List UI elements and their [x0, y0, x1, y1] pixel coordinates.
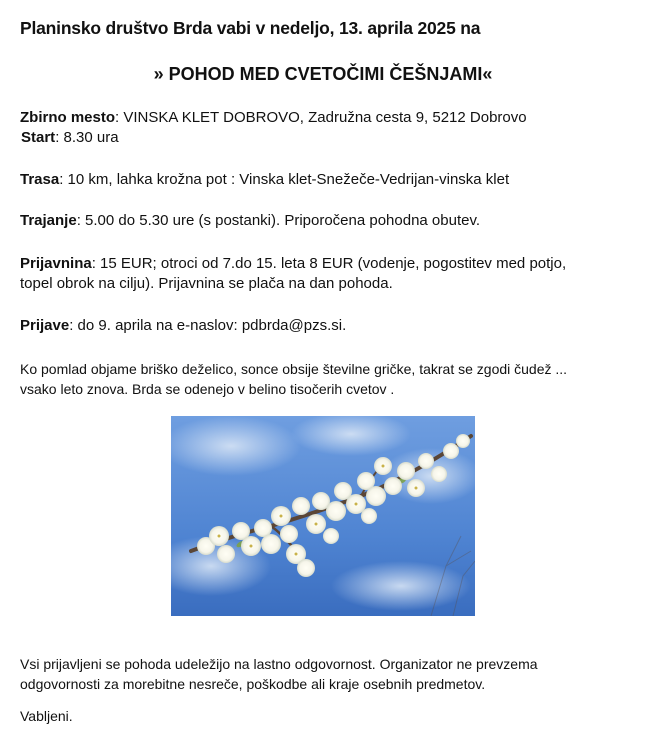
duration-value: : 5.00 do 5.30 ure (s postanki). Priporočena pohodna obutev. — [76, 212, 481, 229]
registration-label: Prijave — [20, 317, 70, 334]
route-label: Trasa — [20, 171, 60, 188]
duration-label: Trajanje — [20, 212, 77, 229]
meeting-point-line — [20, 108, 527, 128]
start-value: : 8.30 ura — [55, 129, 119, 146]
closing-text: Vabljeni. — [20, 708, 73, 724]
fee-line — [20, 254, 566, 274]
cherry-blossom-photo — [171, 416, 475, 616]
fee-label: Prijavnina — [20, 255, 92, 272]
registration-line — [20, 316, 346, 336]
meeting-point-value: : VINSKA KLET DOBROVO, Zadružna cesta 9, 5212 Dobrovo — [115, 109, 527, 126]
disclaimer-line-2: odgovornosti za morebitne nesreče, poškodbe ali kraje osebnih predmetov. — [20, 676, 486, 692]
route-value: : 10 km, lahka krožna pot : Vinska klet-Snežeče-Vedrijan-vinska klet — [59, 171, 510, 188]
fee-line-2: topel obrok na cilju). Prijavnina se plača na dan pohoda. — [20, 275, 393, 292]
duration-line — [20, 211, 480, 231]
fee-value-line1: : 15 EUR; otroci od 7.do 15. leta 8 EUR (vodenje, pogostitev med potjo, — [91, 255, 567, 272]
intro-line-1: Ko pomlad objame briško deželico, sonce obsije številne gričke, takrat se zgodi čudež ... — [20, 361, 568, 377]
start-label: Start — [21, 129, 56, 146]
registration-value: : do 9. aprila na e-naslov: pdbrda@pzs.si. — [69, 317, 347, 334]
route-line — [20, 170, 509, 190]
meeting-point-label: Zbirno mesto — [20, 109, 116, 126]
intro-line-2: vsako leto znova. Brda se odenejo v belino tisočerih cvetov . — [20, 381, 395, 397]
start-line — [21, 128, 119, 148]
disclaimer-line-1: Vsi prijavljeni se pohoda udeležijo na lastno odgovornost. Organizator ne prevzema — [20, 656, 538, 672]
event-title: » POHOD MED CVETOČIMI ČEŠNJAMI« — [153, 64, 493, 84]
invitation-headline: Planinsko društvo Brda vabi v nedeljo, 13. aprila 2025 na — [20, 18, 481, 38]
